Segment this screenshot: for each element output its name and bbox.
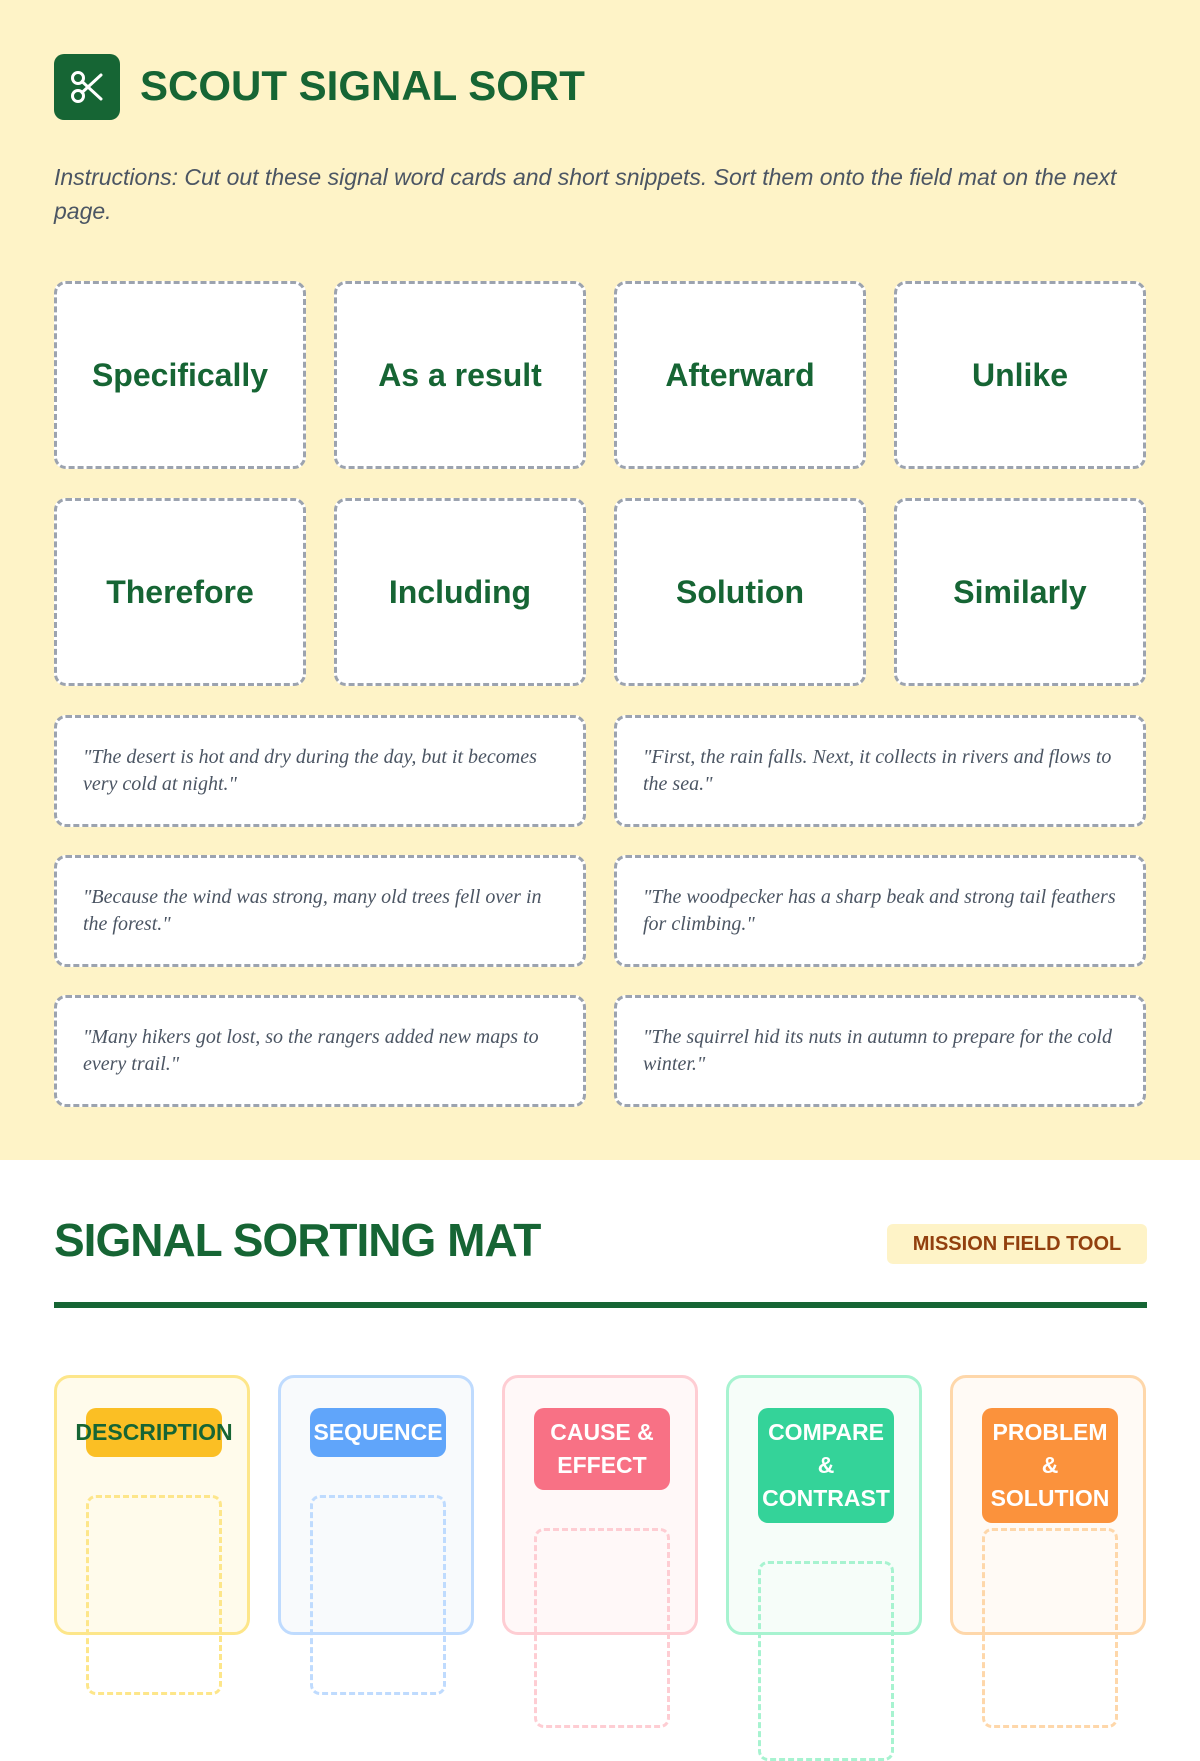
column-problem-solution (950, 1375, 1146, 1635)
drop-zone-problem-solution[interactable] (982, 1528, 1118, 1728)
snippet-card-squirrel[interactable]: "The squirrel hid its nuts in autumn to prepare for the cold winter." (614, 995, 1146, 1107)
category-label-sequence: SEQUENCE (310, 1408, 446, 1457)
category-label-cause-effect: CAUSE & EFFECT (534, 1408, 670, 1490)
snippet-card-hikers[interactable]: "Many hikers got lost, so the rangers added new maps to every trail." (54, 995, 586, 1107)
snippet-card-wind[interactable]: "Because the wind was strong, many old trees fell over in the forest." (54, 855, 586, 967)
column-cause-effect (502, 1375, 698, 1635)
drop-zone-sequence[interactable] (310, 1495, 446, 1695)
word-card-as-a-result[interactable]: As a result (334, 281, 586, 469)
word-card-unlike[interactable]: Unlike (894, 281, 1146, 469)
instructions-text: Instructions: Cut out these signal word cards and short snippets. Sort them onto the field mat on the next page. (54, 164, 1117, 224)
drop-zone-description[interactable] (86, 1495, 222, 1695)
category-label-compare-contrast: COMPARE & CONTRAST (758, 1408, 894, 1523)
logo-badge (54, 54, 120, 120)
page-title: SCOUT SIGNAL SORT (140, 62, 585, 109)
column-sequence (278, 1375, 474, 1635)
word-card-specifically[interactable]: Specifically (54, 281, 306, 469)
word-card-afterward[interactable]: Afterward (614, 281, 866, 469)
column-description (54, 1375, 250, 1635)
drop-zone-compare-contrast[interactable] (758, 1561, 894, 1761)
word-card-similarly[interactable]: Similarly (894, 498, 1146, 686)
mat-title: SIGNAL SORTING MAT (54, 1214, 541, 1266)
snippet-card-rain[interactable]: "First, the rain falls. Next, it collects in rivers and flows to the sea." (614, 715, 1146, 827)
column-compare-contrast (726, 1375, 922, 1635)
word-card-including[interactable]: Including (334, 498, 586, 686)
category-label-problem-solution: PROBLEM & SOLUTION (982, 1408, 1118, 1523)
mission-badge: MISSION FIELD TOOL (887, 1224, 1147, 1264)
category-label-description: DESCRIPTION (86, 1408, 222, 1457)
snippet-card-woodpecker[interactable]: "The woodpecker has a sharp beak and strong tail feathers for climbing." (614, 855, 1146, 967)
title-divider (54, 1302, 1147, 1308)
drop-zone-cause-effect[interactable] (534, 1528, 670, 1728)
scissors-icon (69, 69, 105, 105)
word-card-therefore[interactable]: Therefore (54, 498, 306, 686)
word-card-solution[interactable]: Solution (614, 498, 866, 686)
snippet-card-desert[interactable]: "The desert is hot and dry during the day, but it becomes very cold at night." (54, 715, 586, 827)
